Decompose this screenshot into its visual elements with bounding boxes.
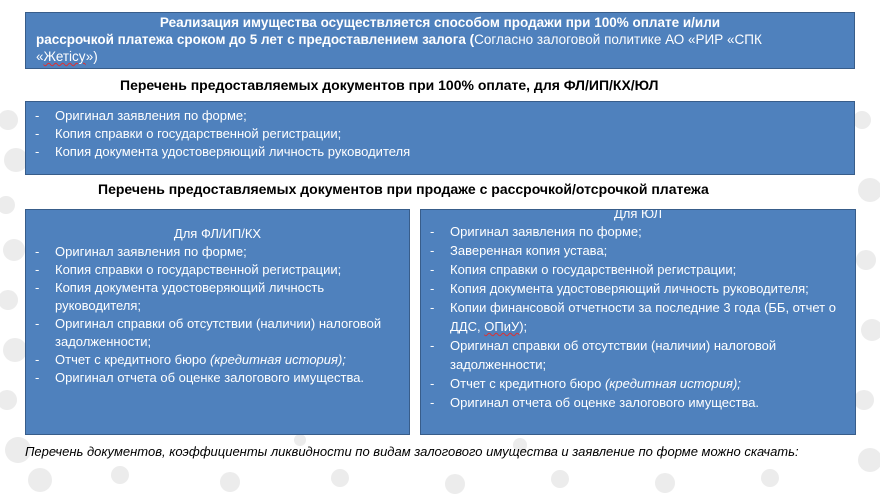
list-item [427, 374, 849, 393]
banner-line-2 [36, 31, 844, 48]
installment-heading: Перечень предоставляемых документов при продаже с рассрочкой/отсрочкой платежа [98, 181, 709, 197]
full-payment-heading: Перечень предоставляемых документов при 100% оплате, для ФЛ/ИП/КХ/ЮЛ [120, 77, 659, 93]
sale-conditions-banner [25, 12, 855, 69]
banner-line-1: Реализация имущества осуществляется способом продажи при 100% оплате и/или [159, 15, 721, 30]
individuals-document-list [32, 243, 403, 387]
list-item: - Копия справки о государственной регистрации; [32, 261, 403, 279]
legal-entities-document-list [427, 222, 849, 412]
list-item [427, 298, 849, 336]
opiu-word: ОПиУ [484, 319, 520, 334]
legal-entities-title: Для ЮЛ [613, 209, 663, 221]
list-item: - Оригинал справки об отсутствии (наличии) налоговой задолженности; [32, 315, 403, 351]
banner-zhetisu-word: Жетісу [43, 49, 86, 64]
credit-bureau-text: Отчет с кредитного бюро [450, 376, 605, 391]
individuals-title: Для ФЛ/ИП/КХ [173, 226, 262, 241]
individuals-documents-box [25, 209, 410, 435]
full-payment-document-list [32, 107, 848, 161]
banner-line-2-regular: Согласно залоговой политике АО «РИР «СПК [474, 32, 762, 47]
credit-history-note: (кредитная история); [604, 376, 741, 391]
list-item: - Оригинал отчета об оценке залогового имущества. [427, 393, 849, 412]
banner-line-2-bold: рассрочкой платежа сроком до 5 лет с предоставлением залога ( [36, 32, 475, 47]
list-item [32, 351, 403, 369]
download-note: Перечень документов, коэффициенты ликвидности по видам залогового имущества и заявление по форме можно скачать: [25, 444, 799, 459]
list-item: - Заверенная копия устава; [427, 241, 849, 260]
list-item: - Оригинал заявления по форме; [32, 107, 848, 125]
list-item: - Копия справки о государственной регистрации; [427, 260, 849, 279]
banner-line-3-open: « [36, 49, 44, 64]
list-item: - Оригинал заявления по форме; [32, 243, 403, 261]
credit-bureau-text: Отчет с кредитного бюро [55, 352, 210, 367]
list-item: - Копия документа удостоверяющий личность руководителя; [427, 279, 849, 298]
full-payment-documents-box [25, 101, 855, 175]
financial-statements-text: Копии финансовой отчетности за последние 3 года (ББ, отчет о ДДС, [450, 300, 836, 334]
list-item: - Копия документа удостоверяющий личность руководителя [32, 143, 848, 161]
credit-history-note: (кредитная история); [209, 352, 346, 367]
banner-line-3-close: ») [85, 49, 98, 64]
legal-entities-documents-box [420, 209, 856, 435]
list-item: - Оригинал справки об отсутствии (наличии) налоговой задолженности; [427, 336, 849, 374]
list-item: - Копия справки о государственной регистрации; [32, 125, 848, 143]
list-item: - Копия документа удостоверяющий личность руководителя; [32, 279, 403, 315]
list-item: - Оригинал отчета об оценке залогового имущества. [32, 369, 403, 387]
banner-line-3 [36, 48, 844, 65]
list-item: - Оригинал заявления по форме; [427, 222, 849, 241]
financial-statements-end: ); [519, 319, 528, 334]
